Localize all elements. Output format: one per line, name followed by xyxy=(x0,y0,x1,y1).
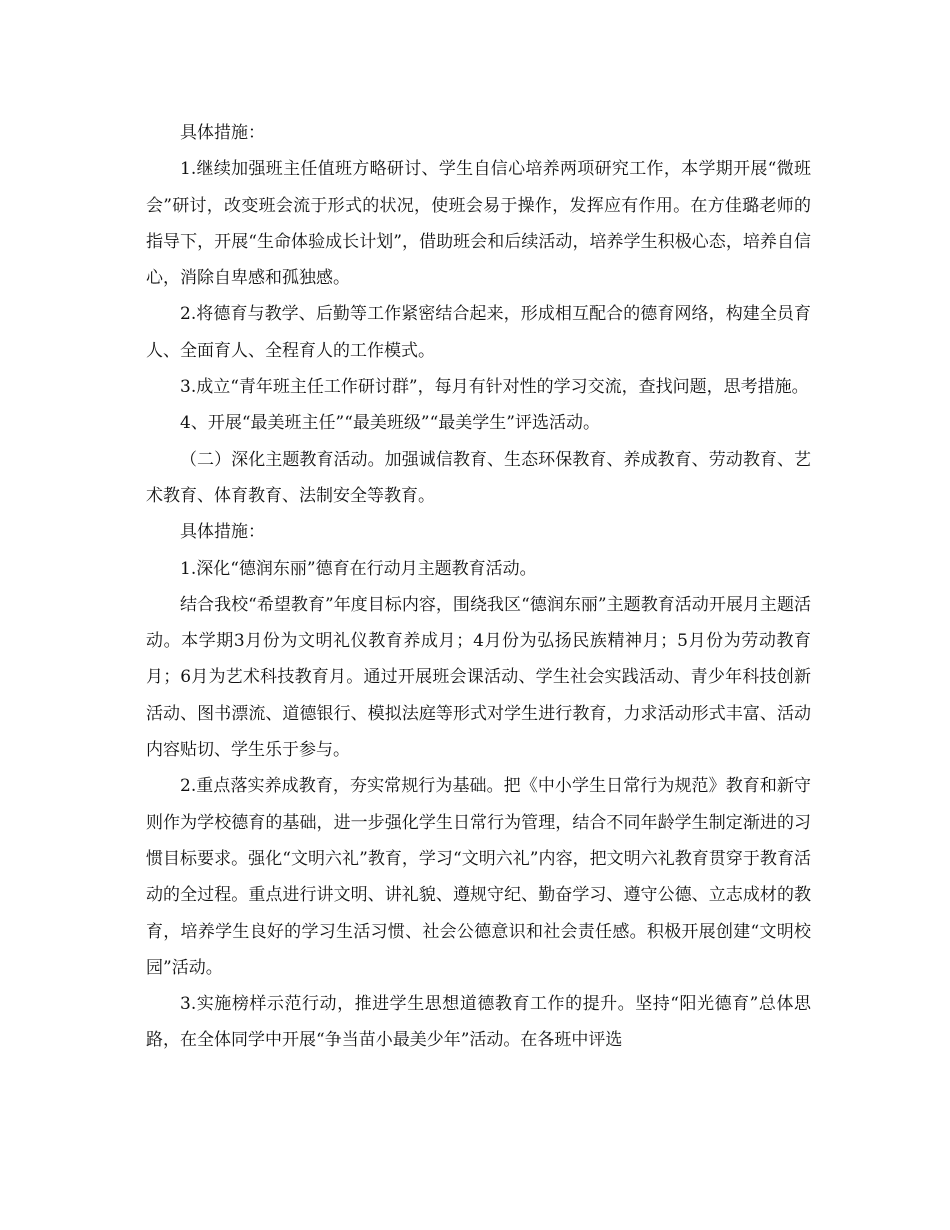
paragraph-section-2: （二）深化主题教育活动。加强诚信教育、生态环保教育、养成教育、劳动教育、艺术教育、体育教育、法制安全等教育。 xyxy=(146,449,811,506)
paragraph-measure-1: 1.继续加强班主任值班方略研讨、学生自信心培养两项研究工作，本学期开展“微班会”研讨，改变班会流于形式的状况，使班会易于操作，发挥应有作用。在方佳璐老师的指导下，开展“生命体验成长计划”，借助班会和后续活动，培养学生积极心态，培养自信心，消除自卑感和孤独感。 xyxy=(146,159,811,289)
paragraph-monthly-themes: 结合我校“希望教育”年度目标内容，围绕我区“德润东丽”主题教育活动开展月主题活动。本学期3月份为文明礼仪教育养成月；4月份为弘扬民族精神月；5月份为劳动教育月；6月为艺术科技教育月。通过开展班会课活动、学生社会实践活动、青少年科技创新活动、图书漂流、道德银行、模拟法庭等形式对学生进行教育，力求活动形式丰富、活动内容贴切、学生乐于参与。 xyxy=(146,594,811,761)
document-body xyxy=(146,115,811,1059)
paragraph-measure-2: 2.将德育与教学、后勤等工作紧密结合起来，形成相互配合的德育网络，构建全员育人、全面育人、全程育人的工作模式。 xyxy=(146,304,811,361)
paragraph-measures-heading-1: 具体措施： xyxy=(180,123,265,143)
paragraph-measures-heading-2: 具体措施： xyxy=(180,522,265,543)
paragraph-habit-education: 2.重点落实养成教育，夯实常规行为基础。把《中小学生日常行为规范》教育和新守则作为学校德育的基础，进一步强化学生日常行为管理，结合不同年龄学生制定渐进的习惯目标要求。强化“文明六礼”教育，学习“文明六礼”内容，把文明六礼教育贯穿于教育活动的全过程。重点进行讲文明、讲礼貌、遵规守纪、勤奋学习、遵守公德、立志成材的教育，培养学生良好的学习生活习惯、社会公德意识和社会责任感。积极开展创建“文明校园”活动。 xyxy=(146,776,811,978)
paragraph-theme-activity: 1.深化“德润东丽”德育在行动月主题教育活动。 xyxy=(180,558,537,579)
paragraph-measure-4: 4、开展“最美班主任”“最美班级”“最美学生”评选活动。 xyxy=(180,413,600,434)
paragraph-role-model: 3.实施榜样示范行动，推进学生思想道德教育工作的提升。坚持“阳光德育”总体思路，在全体同学中开展“争当苗小最美少年”活动。在各班中评选 xyxy=(146,994,811,1051)
paragraph-measure-3: 3.成立“青年班主任工作研讨群”，每月有针对性的学习交流，查找问题，思考措施。 xyxy=(180,377,809,398)
